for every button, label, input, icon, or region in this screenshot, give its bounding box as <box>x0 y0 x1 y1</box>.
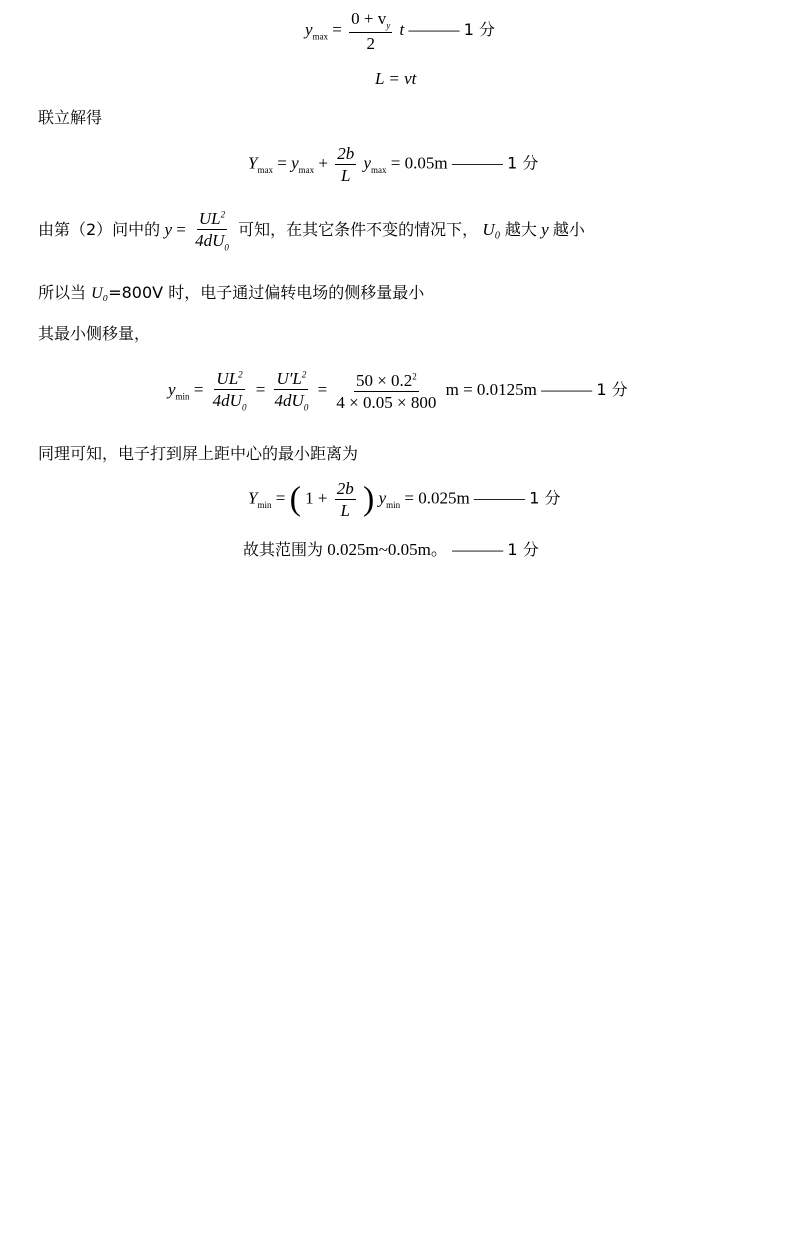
fraction: $\frac{UL^2}{4dU_0}$ <box>212 369 247 413</box>
text-from-question-2: 由第（2）问中的 y = $\frac{UL^2}{4dU_0}$ 可知，在其它条件不变的情况下， U₀ 越大 y 越小 <box>38 209 585 253</box>
equation-Ymax: $Y_{max} = y_{max}$ + $\frac{2b}{L}$ $y_{max} = 0.05m$ ——— 1 分 <box>248 144 539 185</box>
equation-ymax-velocity: $y_{max}$ = $\frac{0 + v_y}{2}$ t ——— 1 分 <box>305 9 495 54</box>
text-combine-solve: 联立解得 <box>38 108 103 127</box>
score-dash: ——— <box>452 540 504 559</box>
score-label: 1 分 <box>529 488 561 508</box>
fraction: $\frac{2b}{L}$ <box>337 144 355 185</box>
text-similarly: 同理可知，电子打到屏上距中心的最小距离为 <box>38 444 359 463</box>
score-label: 1 分 <box>507 540 539 559</box>
fraction: $\frac{0 + v_y}{2}$ <box>351 9 391 54</box>
equation-ymin: $y_{min}$ = $\frac{UL^2}{4dU_0}$ = $\frac{U'L^2}{4dU_0}$ = $\frac{50 \times 0.2^2}{4 \times 0.05 \times 800}$ m = 0.0125m ——— 1 分 <box>168 369 628 413</box>
score-dash: ——— <box>473 488 525 508</box>
text-when-u0: 所以当 U₀=800V 时，电子通过偏转电场的侧移量最小 <box>38 283 425 302</box>
score-label: 1 分 <box>463 20 495 40</box>
fraction: $\frac{U'L^2}{4dU_0}$ <box>274 369 309 413</box>
fraction: $\frac{2b}{L}$ <box>336 479 354 520</box>
score-dash: ——— <box>408 20 460 40</box>
fraction: $\frac{UL^2}{4dU_0}$ <box>195 209 229 253</box>
text-min-displacement: 其最小侧移量， <box>38 324 151 343</box>
score-dash: ——— <box>541 380 593 400</box>
equation-length: L = vt <box>375 69 417 88</box>
score-label: 1 分 <box>507 153 539 173</box>
score-dash: ——— <box>451 153 503 173</box>
equation-Ymin: $Y_{min}$ = ( 1 + $\frac{2b}{L}$ ) $y_{min} = 0.025m$ ——— 1 分 <box>248 479 561 520</box>
fraction: $\frac{50 \times 0.2^2}{4 \times 0.05 \times 800}$ <box>336 370 437 412</box>
score-label: 1 分 <box>596 380 628 400</box>
text-range: 故其范围为 0.025m~0.05m。 ——— 1 分 <box>243 540 539 559</box>
